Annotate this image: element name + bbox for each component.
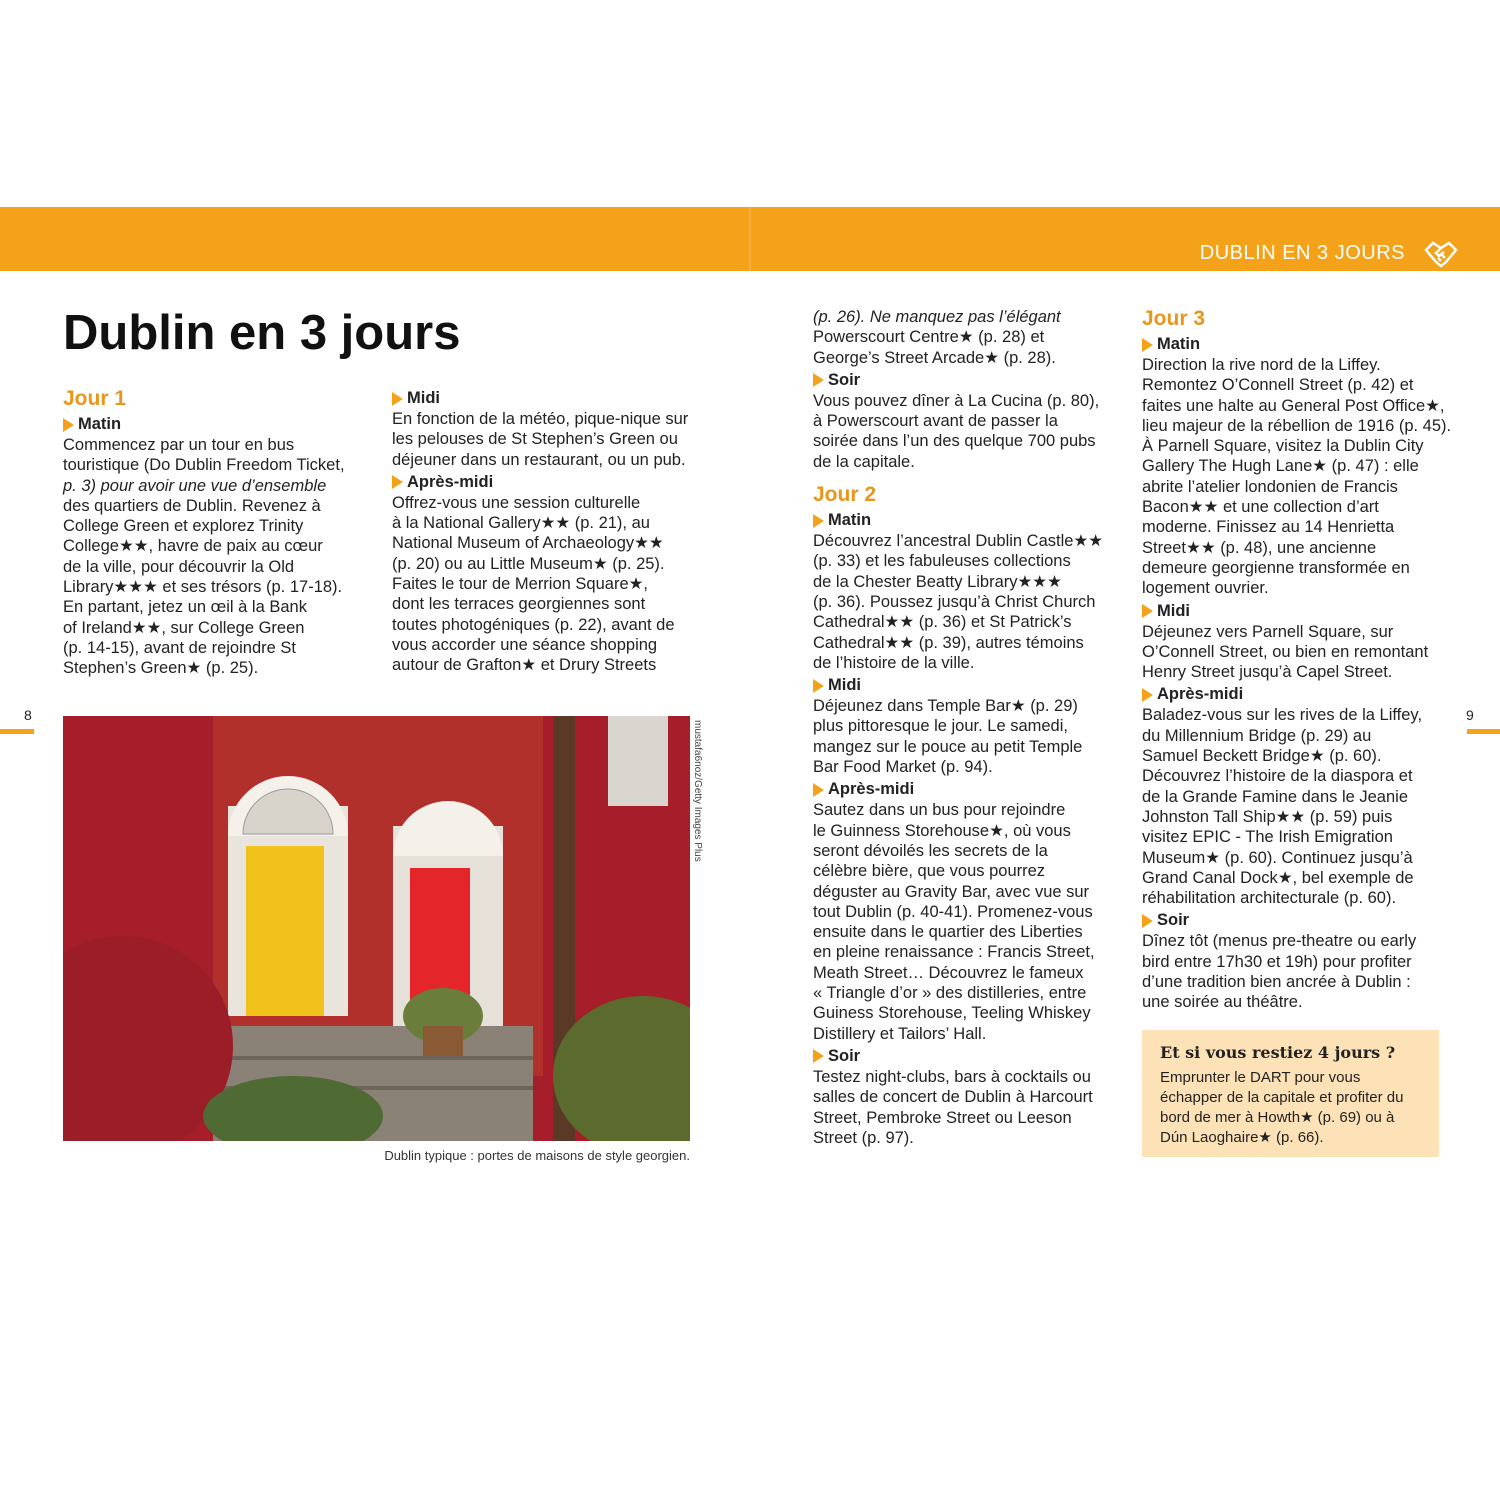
text-line: réhabilitation architecturale (p. 60). <box>1142 889 1397 908</box>
triangle-bullet-icon <box>813 1049 824 1063</box>
text-line: lieu majeur de la rébellion de 1916 (p. 45). <box>1142 416 1452 435</box>
column-day1-cont <box>392 386 702 676</box>
running-head: DUBLIN EN 3 JOURS <box>1199 242 1405 264</box>
text-line: Bar Food Market (p. 94). <box>813 758 993 777</box>
text-line: bord de mer à Howth★ (p. 69) ou à <box>1160 1109 1395 1126</box>
text-line: tout Dublin (p. 40-41). Promenez-vous <box>813 902 1093 921</box>
text-line: d’une tradition bien ancrée à Dublin : <box>1142 973 1411 992</box>
section-midi: Midi <box>813 675 1123 696</box>
text-line: Baladez-vous sur les rives de la Liffey, <box>1142 706 1423 725</box>
tip-box-title: Et si vous restiez 4 jours ? <box>1160 1043 1396 1062</box>
text-line: College★★, havre de paix au cœur <box>63 537 323 556</box>
text-line: En fonction de la météo, pique-nique sur <box>392 410 689 428</box>
triangle-bullet-icon <box>813 679 824 693</box>
day3-heading: Jour 3 <box>1142 307 1206 330</box>
text-line: moderne. Finissez au 14 Henrietta <box>1142 518 1395 537</box>
text-line: National Museum of Archaeology★★ <box>392 534 664 553</box>
text-line: Dînez tôt (menus pre-theatre ou early <box>1142 932 1417 951</box>
day2-heading: Jour 2 <box>813 483 877 507</box>
photo-caption: Dublin typique : portes de maisons de style georgien. <box>384 1148 690 1163</box>
triangle-bullet-icon <box>813 783 824 797</box>
text-line: soirée dans l’un des quelque 700 pubs <box>813 432 1096 451</box>
page-marker-right <box>1467 729 1500 734</box>
page-number-left: 8 <box>24 707 32 723</box>
text-line: Déjeunez vers Parnell Square, sur <box>1142 622 1394 641</box>
text-line: les pelouses de St Stephen’s Green ou <box>392 430 678 449</box>
text-line: (p. 26). Ne manquez pas l’élégant <box>813 308 1061 326</box>
text-line: Stephen’s Green★ (p. 25). <box>63 659 259 678</box>
column-day3 <box>1142 306 1452 1013</box>
triangle-bullet-icon <box>1142 338 1153 352</box>
triangle-bullet-icon <box>813 373 824 387</box>
page-gutter <box>749 207 751 271</box>
text-line: Commencez par un tour en bus <box>63 436 295 454</box>
text-line: faites une halte au General Post Office★, <box>1142 396 1445 415</box>
text-line: Grand Canal Dock★, bel exemple de <box>1142 868 1414 887</box>
triangle-bullet-icon <box>1142 914 1153 928</box>
text-line: des quartiers de Dublin. Revenez à <box>63 496 321 515</box>
text-line: toutes photogéniques (p. 22), avant de <box>392 615 675 634</box>
text-line: célèbre bière, que vous pourrez <box>813 862 1046 881</box>
text-line: de la Grande Famine dans le Jeanie <box>1142 787 1408 806</box>
column-day1 <box>63 386 363 679</box>
photo-credit: mustafa6noz/Getty Images Plus <box>692 720 703 862</box>
section-apres-midi: Après-midi <box>392 472 702 493</box>
text-line: salles de concert de Dublin à Harcourt <box>813 1088 1093 1107</box>
section-matin: Matin <box>63 414 363 435</box>
day1-heading: Jour 1 <box>63 387 127 410</box>
text-line: seront dévoilés les secrets de la <box>813 841 1048 860</box>
text-line: (p. 14-15), avant de rejoindre St <box>63 638 296 657</box>
text-line: abrite l’atelier londonien de Francis <box>1142 477 1398 496</box>
section-soir: Soir <box>1142 910 1452 931</box>
text-line: déguster au Gravity Bar, avec vue sur <box>813 882 1090 901</box>
text-line: Dún Laoghaire★ (p. 66). <box>1160 1129 1324 1146</box>
section-soir: Soir <box>813 370 1123 391</box>
text-line: de la ville, pour découvrir la Old <box>63 557 295 576</box>
text-line: Street★★ (p. 48), une ancienne <box>1142 538 1377 557</box>
section-soir: Soir <box>813 1046 1123 1067</box>
text-line: Henry Street jusqu’à Capel Street. <box>1142 663 1393 682</box>
text-line: touristique (Do Dublin Freedom Ticket, <box>63 456 345 475</box>
text-line: Faites le tour de Merrion Square★, <box>392 575 648 594</box>
text-line: Direction la rive nord de la Liffey. <box>1142 356 1381 374</box>
text-line: une soirée au théâtre. <box>1142 993 1303 1012</box>
handshake-icon <box>1424 236 1458 270</box>
triangle-bullet-icon <box>392 475 403 489</box>
text-line: le Guinness Storehouse★, où vous <box>813 821 1071 840</box>
text-line: échapper de la capitale et profiter du <box>1160 1089 1404 1106</box>
text-line: of Ireland★★, sur College Green <box>63 618 305 637</box>
triangle-bullet-icon <box>1142 604 1153 618</box>
text-line: Meath Street… Découvrez le fameux <box>813 963 1084 982</box>
text-line: Offrez-vous une session culturelle <box>392 493 641 512</box>
text-line: Samuel Beckett Bridge★ (p. 60). <box>1142 747 1382 766</box>
text-line: de l’histoire de la ville. <box>813 653 975 672</box>
text-line: (p. 36). Poussez jusqu’à Christ Church <box>813 592 1096 611</box>
section-apres-midi: Après-midi <box>1142 684 1452 705</box>
text-line: En partant, jetez un œil à la Bank <box>63 598 307 617</box>
text-line: Street, Pembroke Street ou Leeson <box>813 1108 1072 1127</box>
section-matin: Matin <box>1142 334 1452 355</box>
text-line: Bacon★★ et une collection d’art <box>1142 498 1379 517</box>
page-number-right: 9 <box>1466 707 1474 723</box>
text-line: Découvrez l’histoire de la diaspora et <box>1142 767 1413 786</box>
section-apres-midi: Après-midi <box>813 779 1123 800</box>
text-line: à Powerscourt avant de passer la <box>813 412 1058 431</box>
text-line: À Parnell Square, visitez la Dublin City <box>1142 437 1424 456</box>
text-line: de la capitale. <box>813 452 915 471</box>
text-line: Sautez dans un bus pour rejoindre <box>813 801 1066 820</box>
column-day2 <box>813 307 1123 1148</box>
text-line: George’s Street Arcade★ (p. 28). <box>813 348 1056 367</box>
text-line: vous accorder une séance shopping <box>392 635 658 654</box>
triangle-bullet-icon <box>392 392 403 406</box>
section-midi: Midi <box>392 388 702 409</box>
text-line: Vous pouvez dîner à La Cucina (p. 80), <box>813 391 1100 410</box>
text-line: bird entre 17h30 et 19h) pour profiter <box>1142 952 1412 971</box>
text-line: Distillery et Tailors’ Hall. <box>813 1024 987 1043</box>
text-line: Emprunter le DART pour vous <box>1160 1069 1361 1086</box>
text-line: Museum★ (p. 60). Continuez jusqu’à <box>1142 848 1413 867</box>
text-line: p. 3) pour avoir une vue d’ensemble <box>63 476 327 495</box>
tip-box-text <box>1160 1068 1430 1148</box>
triangle-bullet-icon <box>813 514 824 528</box>
text-line: Guiness Storehouse, Teeling Whiskey <box>813 1004 1091 1023</box>
page-title: Dublin en 3 jours <box>63 306 461 360</box>
text-line: Testez night-clubs, bars à cocktails ou <box>813 1067 1091 1086</box>
text-line: Powerscourt Centre★ (p. 28) et <box>813 328 1045 347</box>
text-line: O’Connell Street, ou bien en remontant <box>1142 642 1429 661</box>
text-line: logement ouvrier. <box>1142 579 1269 598</box>
text-line: en pleine renaissance : Francis Street, <box>813 943 1095 962</box>
text-line: de la Chester Beatty Library★★★ <box>813 572 1062 591</box>
section-midi: Midi <box>1142 601 1452 622</box>
text-line: à la National Gallery★★ (p. 21), au <box>392 514 650 533</box>
text-line: du Millennium Bridge (p. 29) au <box>1142 726 1372 745</box>
text-line: déjeuner dans un restaurant, ou un pub. <box>392 450 686 469</box>
text-line: Cathedral★★ (p. 36) et St Patrick’s <box>813 613 1072 632</box>
text-line: Déjeunez dans Temple Bar★ (p. 29) <box>813 697 1078 716</box>
text-line: autour de Grafton★ et Drury Streets <box>392 656 657 675</box>
page-marker-left <box>0 729 34 734</box>
text-line: visitez EPIC - The Irish Emigration <box>1142 828 1393 847</box>
text-line: (p. 20) ou au Little Museum★ (p. 25). <box>392 554 665 573</box>
text-line: plus pittoresque le jour. Le samedi, <box>813 717 1068 736</box>
text-line: « Triangle d’or » des distilleries, entre <box>813 984 1087 1003</box>
text-line: demeure georgienne transformée en <box>1142 558 1410 577</box>
text-line: dont les terraces georgiennes sont <box>392 595 646 614</box>
text-line: Cathedral★★ (p. 39), autres témoins <box>813 633 1084 652</box>
text-line: Remontez O’Connell Street (p. 42) et <box>1142 376 1414 395</box>
text-line: Library★★★ et ses trésors (p. 17-18). <box>63 578 343 597</box>
text-line: Johnston Tall Ship★★ (p. 59) puis <box>1142 807 1393 826</box>
text-line: mangez sur le pouce au petit Temple <box>813 737 1083 756</box>
text-line: (p. 33) et les fabuleuses collections <box>813 552 1071 571</box>
text-line: Découvrez l’ancestral Dublin Castle★★ <box>813 532 1104 551</box>
text-line: ensuite dans le quartier des Liberties <box>813 923 1083 942</box>
text-line: Gallery The Hugh Lane★ (p. 47) : elle <box>1142 457 1419 476</box>
triangle-bullet-icon <box>63 418 74 432</box>
text-line: Street (p. 97). <box>813 1128 914 1147</box>
georgian-doors-photo <box>63 716 690 1141</box>
triangle-bullet-icon <box>1142 688 1153 702</box>
section-matin: Matin <box>813 510 1123 531</box>
tip-box <box>1142 1030 1439 1157</box>
text-line: College Green et explorez Trinity <box>63 517 304 536</box>
